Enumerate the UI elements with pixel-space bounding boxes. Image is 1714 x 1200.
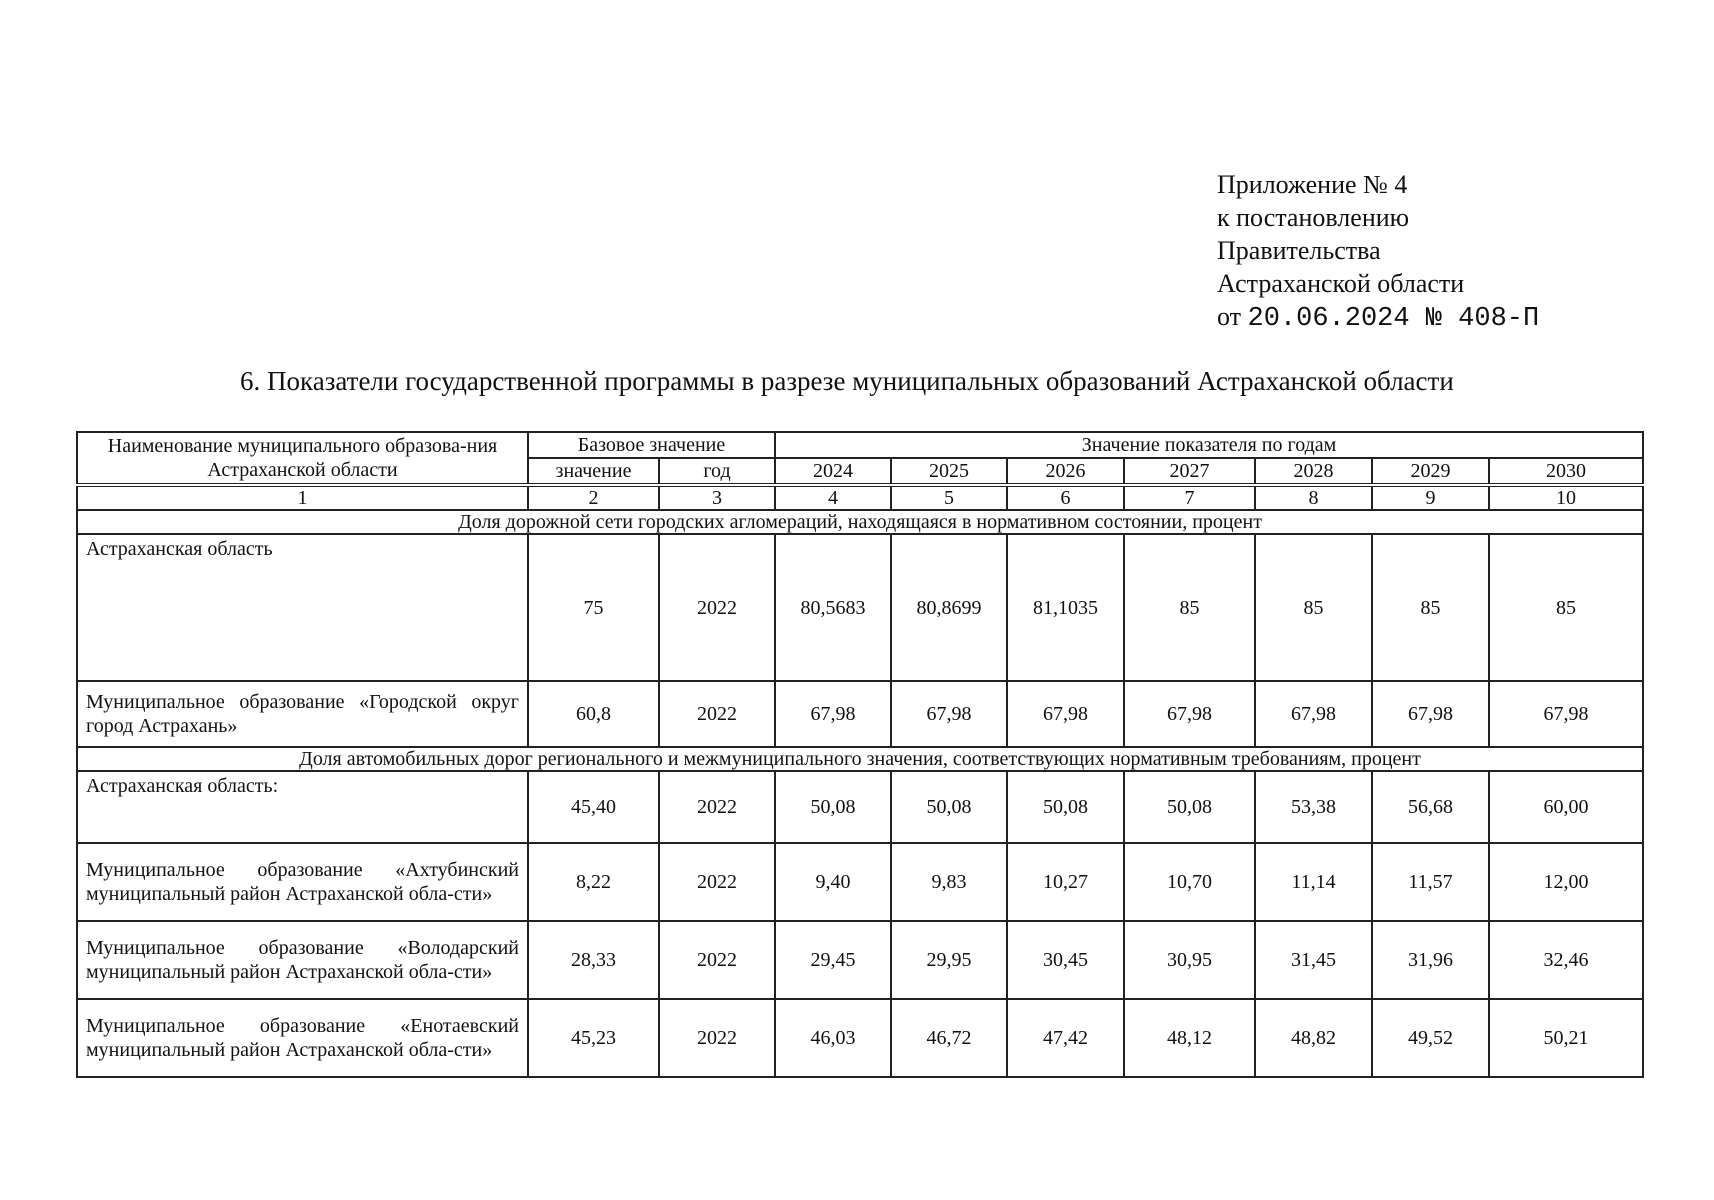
- table-row: [77, 999, 1643, 1077]
- value-cell: 50,08: [1124, 771, 1255, 843]
- value-cell: 12,00: [1489, 843, 1643, 921]
- value-cell: 9,83: [891, 843, 1007, 921]
- header-year-2028: 2028: [1255, 458, 1372, 485]
- document-title: 6. Показатели государственной программы в разрезе муниципальных образований Астраханской области: [240, 366, 1454, 396]
- value-cell: 67,98: [1255, 681, 1372, 747]
- appendix-block: [1217, 168, 1539, 336]
- header-year-2030: 2030: [1489, 458, 1643, 485]
- header-year-2027: 2027: [1124, 458, 1255, 485]
- appendix-date-line: [1217, 300, 1539, 336]
- table-row: [77, 843, 1643, 921]
- municipality-name: Астраханская область: [77, 534, 528, 681]
- header-value: значение: [528, 458, 659, 485]
- column-number: 8: [1255, 485, 1372, 510]
- value-cell: 28,33: [528, 921, 659, 999]
- value-cell: 31,96: [1372, 921, 1489, 999]
- appendix-date-number: 20.06.2024 № 408-П: [1247, 304, 1540, 334]
- section-title-row: [77, 747, 1643, 771]
- column-number: 4: [775, 485, 891, 510]
- municipality-name: Муниципальное образование «Ахтубинский муниципальный район Астраханской обла-сти»: [77, 843, 528, 921]
- section-title: Доля автомобильных дорог регионального и межмуниципального значения, соответствующих нормативным требованиям, процент: [77, 747, 1643, 771]
- value-cell: 46,72: [891, 999, 1007, 1077]
- value-cell: 67,98: [1124, 681, 1255, 747]
- value-cell: 29,45: [775, 921, 891, 999]
- value-cell: 10,70: [1124, 843, 1255, 921]
- value-cell: 50,21: [1489, 999, 1643, 1077]
- value-cell: 49,52: [1372, 999, 1489, 1077]
- column-number: 9: [1372, 485, 1489, 510]
- table-row: [77, 921, 1643, 999]
- value-cell: 11,57: [1372, 843, 1489, 921]
- value-cell: 30,45: [1007, 921, 1124, 999]
- value-cell: 47,42: [1007, 999, 1124, 1077]
- value-cell: 46,03: [775, 999, 891, 1077]
- value-cell: 85: [1255, 534, 1372, 681]
- header-year-2029: 2029: [1372, 458, 1489, 485]
- municipality-name: Муниципальное образование «Енотаевский муниципальный район Астраханской обла-сти»: [77, 999, 528, 1077]
- value-cell: 48,12: [1124, 999, 1255, 1077]
- value-cell: 50,08: [1007, 771, 1124, 843]
- value-cell: 85: [1124, 534, 1255, 681]
- value-cell: 81,1035: [1007, 534, 1124, 681]
- column-number: 7: [1124, 485, 1255, 510]
- value-cell: 67,98: [1007, 681, 1124, 747]
- value-cell: 67,98: [891, 681, 1007, 747]
- table-row: [77, 534, 1643, 681]
- value-cell: 56,68: [1372, 771, 1489, 843]
- appendix-line-government: Правительства: [1217, 236, 1381, 265]
- value-cell: 9,40: [775, 843, 891, 921]
- value-cell: 67,98: [1489, 681, 1643, 747]
- value-cell: 2022: [659, 534, 775, 681]
- value-cell: 50,08: [891, 771, 1007, 843]
- column-number: 10: [1489, 485, 1643, 510]
- header-year-2024: 2024: [775, 458, 891, 485]
- column-number: 2: [528, 485, 659, 510]
- table-row: [77, 681, 1643, 747]
- value-cell: 85: [1372, 534, 1489, 681]
- value-cell: 75: [528, 534, 659, 681]
- value-cell: 11,14: [1255, 843, 1372, 921]
- table-row: [77, 771, 1643, 843]
- value-cell: 50,08: [775, 771, 891, 843]
- value-cell: 80,5683: [775, 534, 891, 681]
- municipality-name: Астраханская область:: [77, 771, 528, 843]
- value-cell: 2022: [659, 843, 775, 921]
- value-cell: 45,40: [528, 771, 659, 843]
- value-cell: 60,8: [528, 681, 659, 747]
- section-title: Доля дорожной сети городских агломераций, находящаяся в нормативном состоянии, процент: [77, 510, 1643, 534]
- value-cell: 48,82: [1255, 999, 1372, 1077]
- value-cell: 67,98: [775, 681, 891, 747]
- header-year: год: [659, 458, 775, 485]
- column-number: 1: [77, 485, 528, 510]
- value-cell: 29,95: [891, 921, 1007, 999]
- indicators-table: [76, 431, 1644, 1078]
- column-number: 3: [659, 485, 775, 510]
- header-base-value: Базовое значение: [528, 432, 775, 458]
- section-title-row: [77, 510, 1643, 534]
- value-cell: 85: [1489, 534, 1643, 681]
- appendix-line-resolution: к постановлению: [1217, 203, 1410, 232]
- appendix-line-region: Астраханской области: [1217, 269, 1465, 298]
- value-cell: 10,27: [1007, 843, 1124, 921]
- column-number: 6: [1007, 485, 1124, 510]
- municipality-name: Муниципальное образование «Володарский муниципальный район Астраханской обла-сти»: [77, 921, 528, 999]
- value-cell: 2022: [659, 921, 775, 999]
- value-cell: 32,46: [1489, 921, 1643, 999]
- value-cell: 53,38: [1255, 771, 1372, 843]
- header-year-2025: 2025: [891, 458, 1007, 485]
- value-cell: 45,23: [528, 999, 659, 1077]
- header-year-2026: 2026: [1007, 458, 1124, 485]
- value-cell: 2022: [659, 681, 775, 747]
- value-cell: 30,95: [1124, 921, 1255, 999]
- value-cell: 2022: [659, 999, 775, 1077]
- header-by-years: Значение показателя по годам: [775, 432, 1643, 458]
- value-cell: 8,22: [528, 843, 659, 921]
- column-number-row: [77, 485, 1643, 510]
- value-cell: 2022: [659, 771, 775, 843]
- appendix-date-prefix: от: [1217, 302, 1242, 331]
- appendix-number: Приложение № 4: [1217, 170, 1408, 199]
- value-cell: 31,45: [1255, 921, 1372, 999]
- value-cell: 67,98: [1372, 681, 1489, 747]
- municipality-name: Муниципальное образование «Городской округ город Астрахань»: [77, 681, 528, 747]
- value-cell: 60,00: [1489, 771, 1643, 843]
- header-row-1: [77, 432, 1643, 458]
- header-name: Наименование муниципального образова-ния Астраханской области: [77, 432, 528, 485]
- column-number: 5: [891, 485, 1007, 510]
- value-cell: 80,8699: [891, 534, 1007, 681]
